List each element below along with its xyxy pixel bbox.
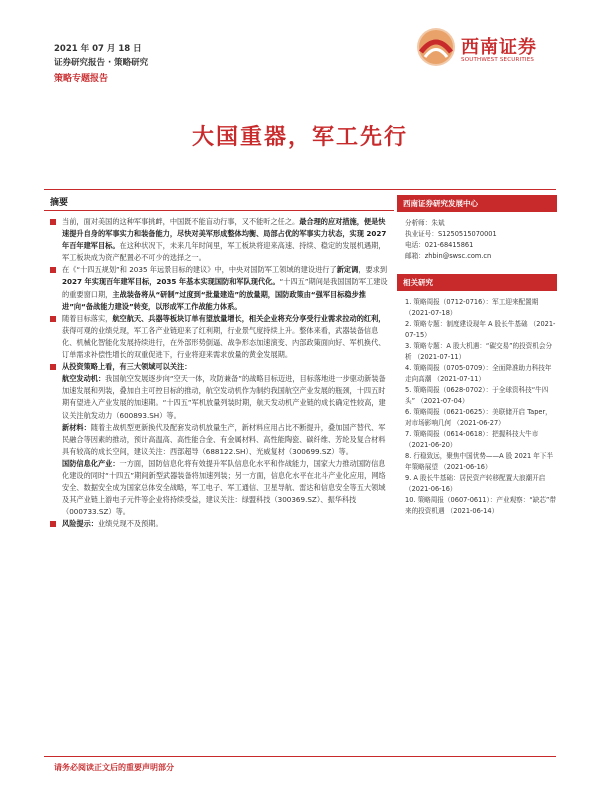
risk-warning: 风险提示：业绩兑现不及预期。 — [48, 518, 390, 530]
analyst-license: 执业证号：S1250515070001 — [405, 230, 497, 238]
related-report-5[interactable]: 5. 策略周报（0628-0702）：于全球资科技“牛四头” （2021-07-04） — [405, 386, 549, 405]
sector-defense-it: 国防信息化产业：一方面，国防信息化将有效提升军队信息化水平和作战能力，国家大力推动国防信息化建设的同时“十四五”期间新型武器装备将加速列装；另一方面，信息化水平在北斗产业化应用，网络安全、数据安全成为国家总体安全战略，军工电子、军工通信、卫星导航、雷达和信息安全等五大领域及其产业链上游电子元件等企业将持续受益，建议关注：绿盟科技（300369.SZ）、振华科技（000733.SZ）等。 — [62, 458, 386, 517]
sector-new-materials: 新材料：随着主战机型更新换代及配套发动机放量生产，新材料应用占比不断提升，叠加国产替代、军民融合等因素的推动，预计高温高、高性能合金、有金属材料、高性能陶瓷、碳纤维、芳纶及复合材料具有较高的成长空间，建议关注：西部超导（688122.SH）、光威复材（300699.SZ）等。 — [62, 422, 386, 456]
analyst-phone: 电话：021-68415861 — [405, 241, 474, 249]
logo-text-cn: 西南证券 — [461, 37, 537, 58]
logo-emblem-icon — [415, 26, 457, 68]
related-report-2[interactable]: 2. 策略专题：制度建设现年 A 股长牛基础 （2021-07-15） — [405, 320, 556, 339]
sidebar — [397, 195, 557, 517]
report-type: 证券研究报告 · 策略研究 — [54, 58, 149, 68]
report-category: 策略专题报告 — [54, 74, 109, 84]
abstract-heading: 摘要 — [50, 198, 69, 208]
abstract-bullet-2: 在《“十四五规划”和 2035 年远景目标的建议》中，中央对国防军工领域的建设进行了新定调，要求到2027 年实现百年建军目标，2035 年基本实现国防和军队现代化。“十四五”期间是我国国防军工建设的重要窗口期，主战装备将从“研制”过度到“批量建造”的放量期，国防政策由“强军目标稳步推进”向“备战能力建设”转变，以形成军工作战能力体系。 — [48, 264, 390, 312]
report-title: 大国重器，军工先行 — [191, 125, 408, 150]
header-meta — [54, 42, 148, 86]
related-report-7[interactable]: 7. 策略周报（0614-0618）：把握科技大牛市 （2021-06-20） — [405, 430, 539, 449]
related-report-9[interactable]: 9. A 股长牛基础：居民资产转移配置大浪潮开启 （2021-06-16） — [405, 474, 546, 493]
analyst-email[interactable]: 邮箱：zhbin@swsc.com.cn — [405, 252, 492, 260]
related-report-10[interactable]: 10. 策略周报（0607-0611）：产业观察：“缺芯”带来的投资机遇 （2021-06-14） — [405, 496, 556, 515]
analyst-name: 分析师：朱斌 — [405, 219, 445, 227]
abstract-bullet-3: 随着目标落实，航空航天、兵器等板块订单有望放量增长，相关企业将充分享受行业需求拉动的红利，获得可观的业绩兑现，军工各产业链迎来了红利期，行业景气度持续上升。整体来看，武器装备信息化、机械化智能化发展持续进行，在外部形势倒逼、战争形态加速演变、内部政策面向好、军机换代、订单需求补偿性增长的双重促进下，行业将迎来需求放量的黄金发展期。 — [48, 313, 390, 361]
bottom-divider — [44, 756, 556, 757]
top-divider — [44, 189, 556, 190]
abstract-bullet-1: 当前，面对美国的这种军事挑衅，中国既不能盲动行事，又不能听之任之。最合理的应对措施，便是快速提升自身的军事实力和装备能力，尽快对美军形成整体均衡、局部占优的军事实力状态，实现 2027 年百年建军目标。在这种状况下，未来几年时间里，军工板块将迎来高速、持续、稳定的发展机遇期，军工板块成为资产配置必不可少的选择之一。 — [48, 216, 390, 264]
related-research-bar: 相关研究 — [397, 274, 557, 291]
related-list — [397, 297, 557, 517]
footer-disclaimer: 请务必阅读正文后的重要声明部分 — [54, 763, 174, 772]
related-report-8[interactable]: 8. 行稳致远，聚焦中国优势——A 股 2021 年下半年策略展望 （2021-06-16） — [405, 452, 554, 471]
sector-aero-engine: 航空发动机：我国航空发展逐步向“空天一体，攻防兼备”的战略目标迈进，目标落地进一步驱动新装备加速发展和列装，叠加自主可控目标的推动，航空发动机作为制约我国航空产业发展的瓶颈，十四五时期有望进入产业发展的加速期。“十四五”军机放量列装时期，航天发动机产业链的成长确定性较高，建议关注航发动力（600893.SH）等。 — [62, 374, 386, 420]
abstract-divider — [44, 210, 394, 211]
research-center-bar: 西南证券研究发展中心 — [397, 195, 557, 212]
report-date: 2021 年 07 月 18 日 — [54, 44, 142, 54]
related-report-6[interactable]: 6. 策略周报（0621-0625）：美联储开启 Taper，对市场影响几何 （2021-06-27） — [405, 408, 552, 427]
related-report-3[interactable]: 3. 策略专题：A 股大机遇：“碳交易”的投资机会分析 （2021-07-11） — [405, 342, 553, 361]
abstract-body — [48, 212, 390, 530]
related-report-1[interactable]: 1. 策略周报（0712-0716）：军工迎来配置期 （2021-07-18） — [405, 298, 539, 317]
abstract-bullet-4: 从投资策略上看，有三大领域可以关注： — [48, 361, 390, 373]
related-report-4[interactable]: 4. 策略周报（0705-0709）：全面降准助力科技年走向高潮 （2021-07-11） — [405, 364, 552, 383]
company-logo — [415, 26, 555, 74]
logo-text-en: SOUTHWEST SECURITIES — [461, 57, 535, 63]
